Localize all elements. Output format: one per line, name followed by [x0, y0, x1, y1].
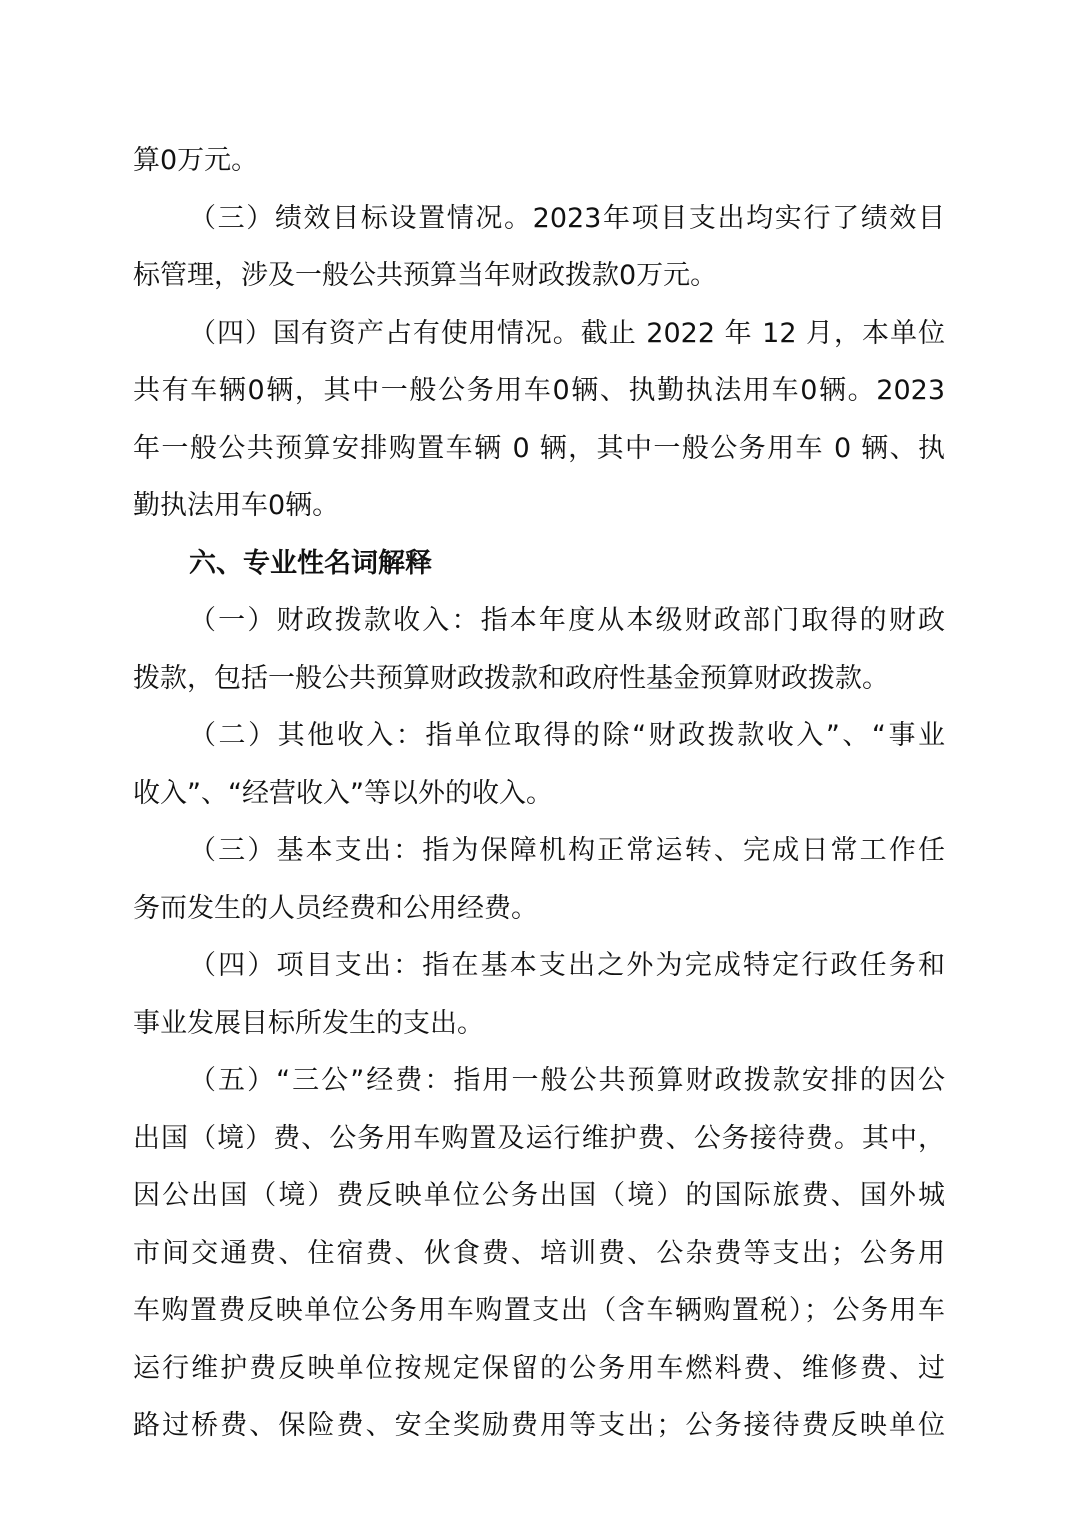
- body-text-line: 车购置费反映单位公务用车购置支出（含车辆购置税）；公务用车: [133, 1295, 945, 1326]
- body-text-line: 务而发生的人员经费和公用经费。: [133, 892, 538, 924]
- body-text-line: （一）财政拨款收入：指本年度从本级财政部门取得的财政: [189, 605, 945, 636]
- body-text-line: 共有车辆0辆，其中一般公务用车0辆、执勤执法用车0辆。2023: [133, 375, 945, 406]
- document-body: [133, 132, 945, 1455]
- body-text-line: 事业发展目标所发生的支出。: [133, 1007, 484, 1039]
- body-text-line: 年一般公共预算安排购置车辆 0 辆，其中一般公务用车 0 辆、执: [133, 432, 945, 464]
- body-text-line: （三）绩效目标设置情况。2023年项目支出均实行了绩效目: [189, 202, 945, 234]
- body-text-line: 勤执法用车0辆。: [133, 490, 340, 521]
- body-text-line: 因公出国（境）费反映单位公务出国（境）的国际旅费、国外城: [133, 1180, 945, 1211]
- body-text-line: 出国（境）费、公务用车购置及运行维护费、公务接待费。其中，: [133, 1122, 945, 1154]
- body-text-line: 拨款，包括一般公共预算财政拨款和政府性基金预算财政拨款。: [133, 662, 889, 694]
- body-text-line: 标管理，涉及一般公共预算当年财政拨款0万元。: [133, 260, 718, 291]
- body-text-line: 收入”、“经营收入”等以外的收入。: [133, 777, 553, 809]
- body-text-line: （五）“三公”经费：指用一般公共预算财政拨款安排的因公: [189, 1065, 945, 1096]
- body-text-line: 算0万元。: [133, 145, 259, 176]
- body-text-line: （二）其他收入：指单位取得的除“财政拨款收入”、“事业: [189, 720, 945, 751]
- body-text-line: （四）国有资产占有使用情况。截止 2022 年 12 月，本单位: [189, 317, 945, 349]
- body-text-line: 市间交通费、住宿费、伙食费、培训费、公杂费等支出；公务用: [133, 1237, 945, 1269]
- body-text-line: 运行维护费反映单位按规定保留的公务用车燃料费、维修费、过: [133, 1352, 945, 1384]
- body-text-line: （三）基本支出：指为保障机构正常运转、完成日常工作任: [189, 835, 945, 866]
- body-text-line: （四）项目支出：指在基本支出之外为完成特定行政任务和: [189, 950, 945, 981]
- body-text-line: 路过桥费、保险费、安全奖励费用等支出；公务接待费反映单位: [133, 1410, 945, 1441]
- section-heading: 六、专业性名词解释: [189, 547, 432, 579]
